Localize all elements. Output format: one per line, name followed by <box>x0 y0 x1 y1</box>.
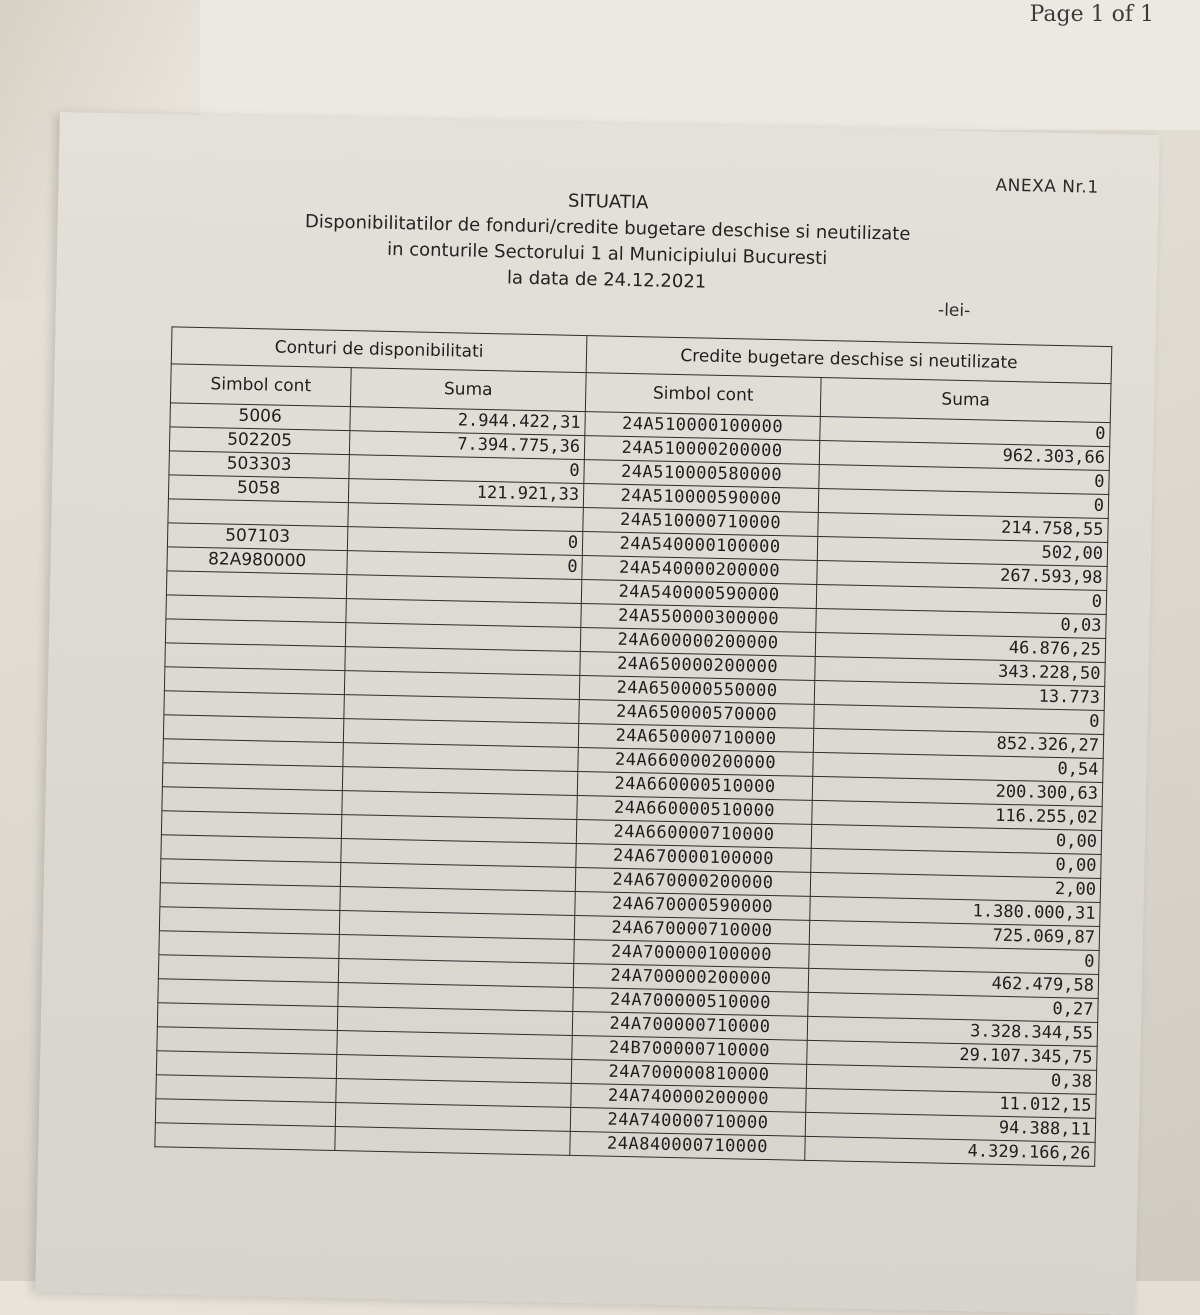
credit-symbol-cell: 24A510000590000 <box>583 484 818 513</box>
credit-amount-cell: 11.012,15 <box>806 1088 1096 1118</box>
credit-amount-cell: 0 <box>809 944 1099 974</box>
credit-amount-cell: 0,00 <box>811 824 1101 854</box>
credit-symbol-cell: 24A510000710000 <box>583 508 818 537</box>
credit-symbol-cell: 24A660000510000 <box>577 771 812 800</box>
credit-symbol-cell: 24A700000810000 <box>571 1059 806 1088</box>
account-symbol-cell <box>155 1123 335 1151</box>
credit-symbol-cell: 24A740000200000 <box>571 1083 806 1112</box>
credit-amount-cell: 116.255,02 <box>812 800 1102 830</box>
account-symbol-cell: 507103 <box>167 523 347 551</box>
account-symbol-cell: 5006 <box>170 403 350 431</box>
credit-symbol-cell: 24A670000710000 <box>574 915 809 944</box>
availability-amount-cell <box>335 1126 570 1155</box>
title-line: Disponibilitatilor de fonduri/credite bugetare deschise si neutilizate <box>304 211 911 245</box>
availability-amount-cell: 121.921,33 <box>348 479 583 508</box>
credit-symbol-cell: 24A740000710000 <box>570 1107 805 1136</box>
credit-symbol-cell: 24A670000100000 <box>576 843 811 872</box>
column-header: Suma <box>350 368 586 412</box>
credit-amount-cell: 29.107.345,75 <box>807 1040 1097 1070</box>
credit-symbol-cell: 24A510000200000 <box>584 436 819 465</box>
credit-amount-cell: 725.069,87 <box>809 920 1099 950</box>
credit-symbol-cell: 24A650000710000 <box>578 723 813 752</box>
credit-symbol-cell: 24A660000200000 <box>578 747 813 776</box>
group-header-availability: Conturi de disponibilitati <box>171 327 587 373</box>
credit-amount-cell: 0 <box>818 488 1108 518</box>
credit-amount-cell: 0,00 <box>811 848 1101 878</box>
accounts-table <box>154 326 1112 1167</box>
credit-amount-cell: 0 <box>814 704 1104 734</box>
credit-symbol-cell: 24A650000200000 <box>580 652 815 681</box>
credit-amount-cell: 3.328.344,55 <box>807 1016 1097 1046</box>
credit-amount-cell: 0 <box>820 416 1110 446</box>
credit-symbol-cell: 24A650000550000 <box>579 676 814 705</box>
availability-amount-cell: 0 <box>347 551 582 580</box>
credit-symbol-cell: 24A700000100000 <box>574 939 809 968</box>
credit-amount-cell: 214.758,55 <box>818 512 1108 542</box>
credit-amount-cell: 343.228,50 <box>815 656 1105 686</box>
group-header-credits: Credite bugetare deschise si neutilizate <box>586 336 1112 384</box>
credit-symbol-cell: 24A510000580000 <box>584 460 819 489</box>
credit-symbol-cell: 24A660000710000 <box>576 819 811 848</box>
title-line: la data de 24.12.2021 <box>506 267 707 293</box>
credit-symbol-cell: 24A550000300000 <box>581 604 816 633</box>
page-number: Page 1 of 1 <box>1029 2 1154 27</box>
availability-amount-cell: 0 <box>349 455 584 484</box>
account-symbol-cell: 82A980000 <box>167 547 347 575</box>
credit-symbol-cell: 24A600000200000 <box>580 628 815 657</box>
document-title <box>246 182 968 301</box>
credit-amount-cell: 46.876,25 <box>815 632 1105 662</box>
credit-amount-cell: 13.773 <box>814 680 1104 710</box>
credit-amount-cell: 0,03 <box>816 608 1106 638</box>
credit-symbol-cell: 24A540000100000 <box>582 532 817 561</box>
document-sheet <box>35 112 1159 1315</box>
credit-amount-cell: 502,00 <box>817 536 1107 566</box>
credit-symbol-cell: 24A670000200000 <box>575 867 810 896</box>
title-line: SITUATIA <box>567 190 649 214</box>
account-symbol-cell: 5058 <box>168 475 348 503</box>
column-header: Simbol cont <box>170 364 351 407</box>
availability-amount-cell: 0 <box>347 527 582 556</box>
availability-amount-cell: 2.944.422,31 <box>350 407 585 436</box>
credit-amount-cell: 962.303,66 <box>819 440 1109 470</box>
column-header: Simbol cont <box>585 373 821 417</box>
annex-label: ANEXA Nr.1 <box>995 175 1099 198</box>
credit-symbol-cell: 24A510000100000 <box>585 412 820 441</box>
credit-symbol-cell: 24A540000590000 <box>581 580 816 609</box>
credit-symbol-cell: 24A700000200000 <box>573 963 808 992</box>
credit-amount-cell: 0,54 <box>813 752 1103 782</box>
credit-amount-cell: 200.300,63 <box>812 776 1102 806</box>
availability-amount-cell: 7.394.775,36 <box>349 431 584 460</box>
credit-amount-cell: 0,27 <box>808 992 1098 1022</box>
credit-amount-cell: 852.326,27 <box>813 728 1103 758</box>
account-symbol-cell: 503303 <box>169 451 349 479</box>
table-body <box>155 403 1110 1167</box>
credit-amount-cell: 0 <box>819 464 1109 494</box>
currency-unit: -lei- <box>937 300 971 322</box>
credit-amount-cell: 94.388,11 <box>805 1112 1095 1142</box>
account-symbol-cell: 502205 <box>169 427 349 455</box>
credit-amount-cell: 0,38 <box>806 1064 1096 1094</box>
column-header: Suma <box>820 377 1111 422</box>
credit-amount-cell: 4.329.166,26 <box>805 1136 1095 1166</box>
credit-amount-cell: 267.593,98 <box>817 560 1107 590</box>
credit-symbol-cell: 24A670000590000 <box>575 891 810 920</box>
credit-symbol-cell: 24A840000710000 <box>570 1131 805 1160</box>
credit-symbol-cell: 24A650000570000 <box>579 700 814 729</box>
title-line: in conturile Sectorului 1 al Municipiului Bucuresti <box>386 238 828 270</box>
credit-symbol-cell: 24A700000510000 <box>573 987 808 1016</box>
credit-amount-cell: 2,00 <box>810 872 1100 902</box>
credit-symbol-cell: 24A540000200000 <box>582 556 817 585</box>
credit-symbol-cell: 24B700000710000 <box>572 1035 807 1064</box>
credit-amount-cell: 1.380.000,31 <box>810 896 1100 926</box>
credit-amount-cell: 462.479,58 <box>808 968 1098 998</box>
credit-symbol-cell: 24A700000710000 <box>572 1011 807 1040</box>
credit-amount-cell: 0 <box>816 584 1106 614</box>
credit-symbol-cell: 24A660000510000 <box>577 795 812 824</box>
